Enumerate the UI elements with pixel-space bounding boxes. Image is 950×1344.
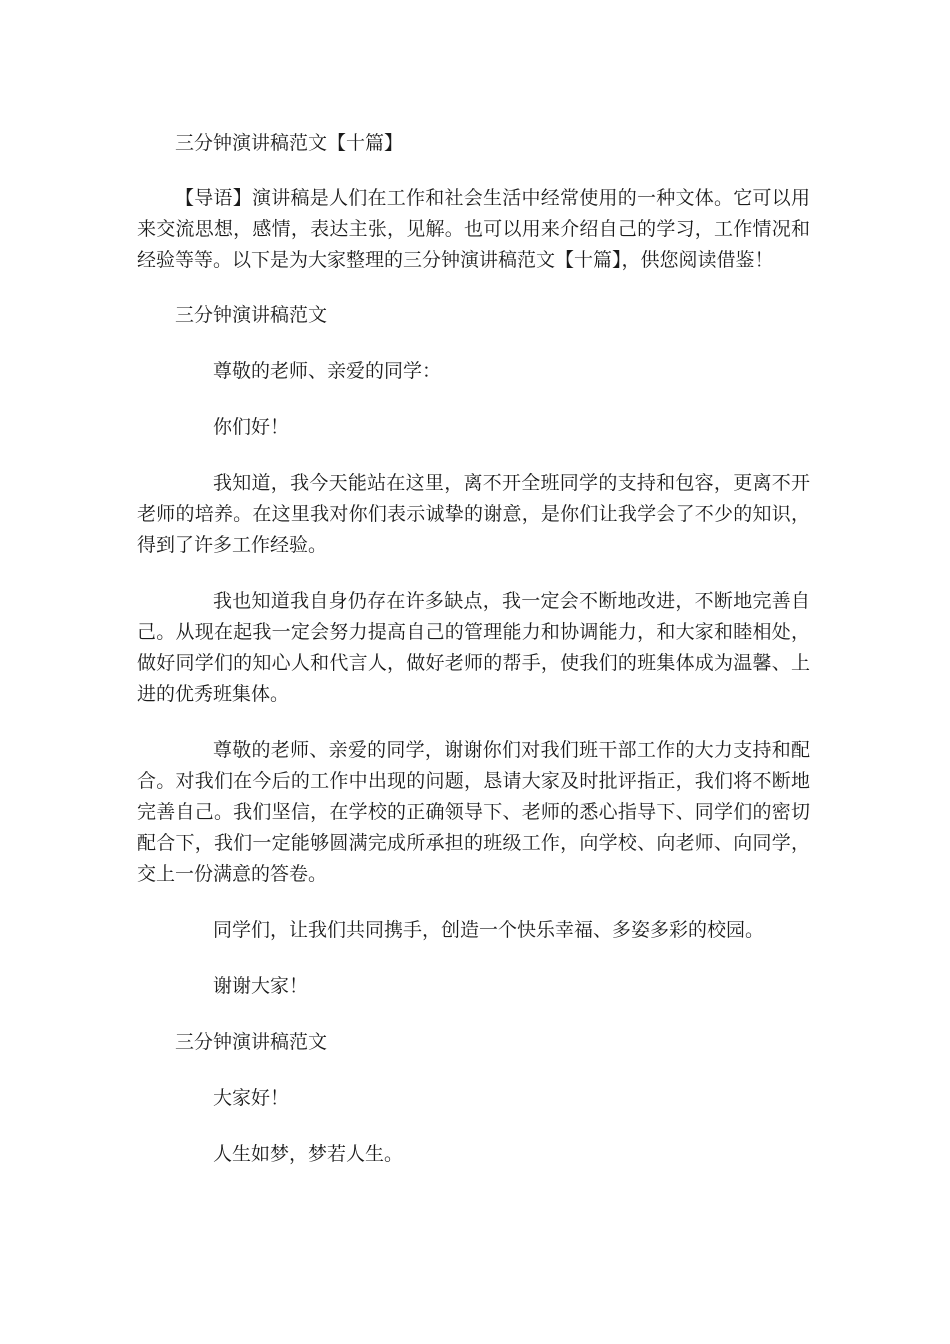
- closing: 谢谢大家！: [213, 975, 309, 997]
- document-title: 三分钟演讲稿范文【十篇】: [175, 132, 404, 154]
- greeting: 大家好！: [213, 1087, 290, 1109]
- body-paragraph: 我知道，我今天能站在这里，离不开全班同学的支持和包容，更离不开老师的培养。在这里我对你们表示诚挚的谢意，是你们让我学会了不少的知识，得到了许多工作经验。: [137, 472, 810, 556]
- salutation: 尊敬的老师、亲爱的同学：: [213, 360, 442, 382]
- body-paragraph: 尊敬的老师、亲爱的同学，谢谢你们对我们班干部工作的大力支持和配合。对我们在今后的工作中出现的问题，恳请大家及时批评指正，我们将不断地完善自己。我们坚信，在学校的正确领导下、老师的悉心指导下、同学们的密切配合下，我们一定能够圆满完成所承担的班级工作，向学校、向老师、向同学，交上一份满意的答卷。: [137, 739, 810, 885]
- section-heading-2: 三分钟演讲稿范文: [175, 1031, 328, 1053]
- intro-paragraph: 【导语】演讲稿是人们在工作和社会生活中经常使用的一种文体。它可以用来交流思想，感情，表达主张，见解。也可以用来介绍自己的学习，工作情况和经验等等。以下是为大家整理的三分钟演讲稿范文【十篇】，供您阅读借鉴！: [137, 187, 810, 271]
- body-paragraph: 同学们，让我们共同携手，创造一个快乐幸福、多姿多彩的校园。: [213, 919, 765, 941]
- body-paragraph: 我也知道我自身仍存在许多缺点，我一定会不断地改进，不断地完善自己。从现在起我一定会努力提高自己的管理能力和协调能力，和大家和睦相处，做好同学们的知心人和代言人，做好老师的帮手，使我们的班集体成为温馨、上进的优秀班集体。: [137, 590, 810, 705]
- body-paragraph: 人生如梦，梦若人生。: [213, 1143, 404, 1165]
- section-heading-1: 三分钟演讲稿范文: [175, 304, 328, 326]
- greeting: 你们好！: [213, 416, 290, 438]
